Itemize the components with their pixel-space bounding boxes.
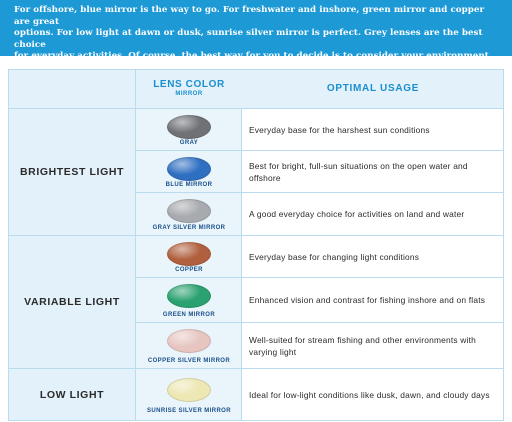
usage-text: Ideal for low-light conditions like dusk, dawn, and cloudy days bbox=[249, 389, 490, 400]
group-variable-light bbox=[9, 236, 503, 369]
group-label: VARIABLE LIGHT bbox=[24, 296, 120, 308]
table-row bbox=[136, 323, 503, 368]
group-low-light bbox=[9, 369, 503, 420]
lens-name: COPPER bbox=[175, 267, 203, 273]
usage-text: Everyday base for the harshest sun conditions bbox=[249, 124, 430, 135]
lens-name: GREEN MIRROR bbox=[162, 312, 216, 318]
usage-text: Everyday base for changing light conditions bbox=[249, 251, 420, 262]
group-label: LOW LIGHT bbox=[39, 388, 105, 401]
lens-swatch bbox=[167, 378, 211, 402]
group-brightest-light bbox=[9, 109, 503, 236]
table-row bbox=[136, 369, 503, 420]
lens-name: GRAY bbox=[179, 140, 199, 146]
lens-swatch bbox=[167, 242, 211, 266]
lens-table bbox=[8, 69, 504, 421]
lens-swatch bbox=[167, 199, 211, 223]
lens-swatch bbox=[167, 329, 211, 353]
table-row bbox=[136, 236, 503, 278]
intro-line: For offshore, blue mirror is the way to go. For freshwater and inshore, green mirror and copper are great bbox=[14, 5, 485, 27]
table-row bbox=[136, 151, 503, 193]
usage-text: Best for bright, full-sun situations on the open water and offshore bbox=[249, 160, 468, 183]
intro-line: for everyday activities. Of course, the best way for you to decide is to consider your environment. bbox=[14, 51, 492, 62]
usage-text: Well-suited for stream fishing and other environments with varying light bbox=[249, 334, 476, 357]
intro-banner bbox=[0, 0, 512, 62]
column-divider bbox=[135, 70, 136, 420]
table-row bbox=[136, 278, 503, 323]
lens-name: COPPER SILVER MIRROR bbox=[147, 358, 231, 364]
optimal-usage-header: OPTIMAL USAGE bbox=[326, 83, 420, 94]
lens-swatch bbox=[167, 157, 211, 181]
table-header bbox=[9, 70, 503, 109]
lens-name: BLUE MIRROR bbox=[165, 182, 213, 188]
group-label: BRIGHTEST LIGHT bbox=[19, 166, 125, 178]
lens-swatch bbox=[167, 115, 211, 139]
usage-text: A good everyday choice for activities on land and water bbox=[249, 209, 465, 219]
table-row bbox=[136, 109, 503, 151]
lens-color-header bbox=[136, 70, 242, 108]
table-row bbox=[136, 193, 503, 235]
lens-color-subtitle: MIRROR bbox=[175, 91, 203, 97]
intro-line: options. For low light at dawn or dusk, sunrise silver mirror is perfect. Grey lenses are the best choice bbox=[14, 28, 483, 50]
usage-text: Enhanced vision and contrast for fishing inshore and on flats bbox=[249, 295, 486, 305]
lens-color-title: LENS COLOR bbox=[153, 79, 225, 90]
lens-swatch bbox=[167, 284, 211, 308]
lens-name: GRAY SILVER MIRROR bbox=[152, 225, 226, 231]
lens-name: SUNRISE SILVER MIRROR bbox=[147, 408, 231, 414]
